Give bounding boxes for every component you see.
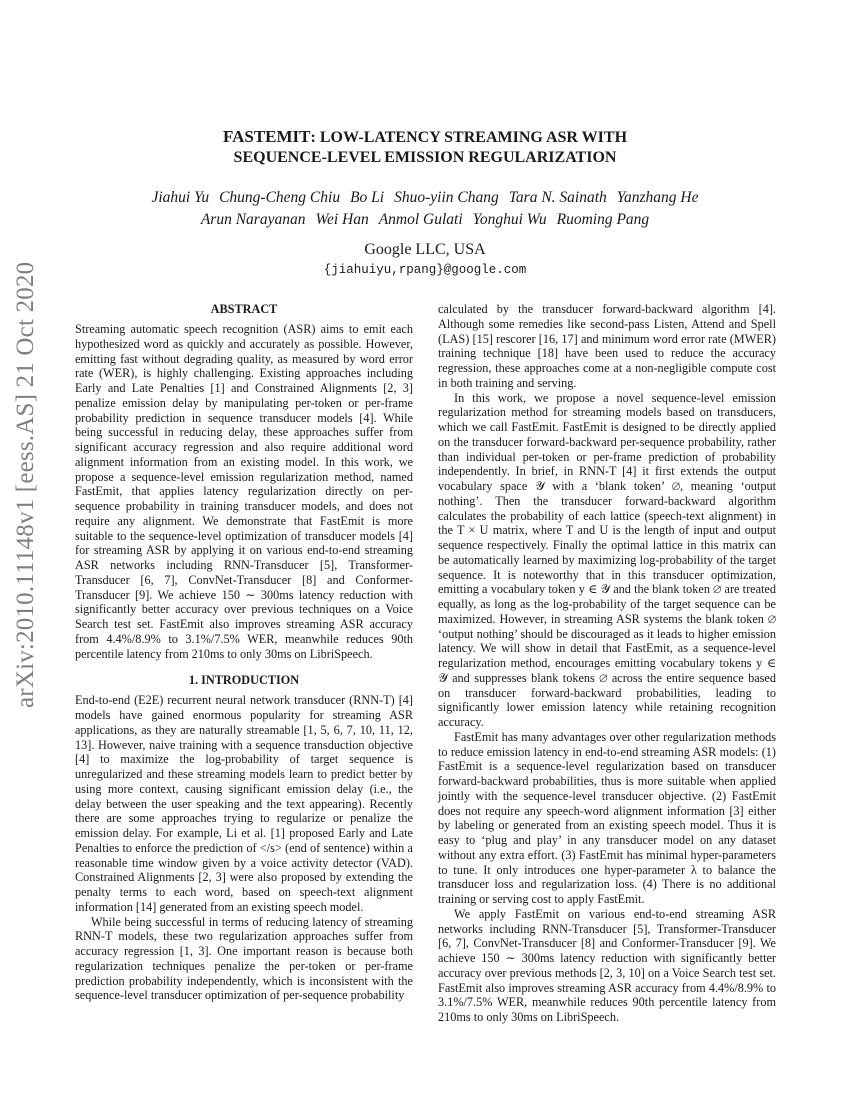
author: Yonghui Wu: [472, 211, 547, 228]
author: Bo Li: [350, 189, 385, 206]
author-list: [60, 187, 790, 231]
intro-paragraph: We apply FastEmit on various end-to-end streaming ASR networks including RNN-Transducer [5], Transformer-Transducer [6, 7], ConvNet-Transducer [8] and Conformer-Transducer [9]. We achieve 150 ∼ 300ms latency reduction with significantly better accuracy over previous methods [2, 3, 10] on a Voice Search test set. FastEmit also improves streaming ASR accuracy from 4.4%/8.9% to 3.1%/7.5% WER, meanwhile reduces 90th percentile latency from 210ms to only 30ms on LibriSpeech.: [438, 906, 776, 1024]
left-column: [75, 302, 413, 1003]
intro-paragraph: In this work, we propose a novel sequence-level emission regularization method for streaming models based on transducers, which we call FastEmit. FastEmit is designed to be directly applied on the transducer forward-backward per-sequence probability, rather than individual per-token or per-frame prediction of probability independently. In brief, in RNN-T [4] it first extends the output vocabulary space 𝒴 with a ‘blank token’ ∅, meaning ‘output nothing’. Then the transducer forward-backward algorithm calculates the probability of each lattice (speech-text alignment) in the T × U matrix, where T and U is the length of input and output sequence respectively. Finally the optimal lattice in this matrix can be automatically learned by maximizing log-probability of the target sequence. It is noteworthy that in this transducer optimization, emitting a vocabulary token y ∈ 𝒴 and the blank token ∅ are treated equally, as long as the log-probability of the target sequence can be maximized. However, in streaming ASR systems the blank token ∅ ‘output nothing’ should be discouraged as it leads to higher emission latency. We will show in detail that FastEmit, as a sequence-level regularization method, encourages emitting vocabulary tokens y ∈ 𝒴 and suppresses blank tokens ∅ across the entire sequence based on transducer forward-backward probabilities, leading to significantly lower emission latency while retaining recognition accuracy.: [438, 390, 776, 729]
author: Yanzhang He: [616, 189, 699, 206]
author: Shuo-yiin Chang: [394, 189, 499, 206]
intro-paragraph-continued: calculated by the transducer forward-backward algorithm [4]. Although some remedies like second-pass Listen, Attend and Spell (LAS) [15] rescorer [16, 17] and minimum word error rate (MWER) training technique [18] have been used to reduce the accuracy regression, these approaches come at a non-negligible compute cost in both training and serving.: [438, 302, 776, 390]
right-column: [438, 302, 776, 1025]
intro-paragraph: FastEmit has many advantages over other regularization methods to reduce emission latency in end-to-end streaming ASR models: (1) FastEmit is a sequence-level regularization based on transducer forward-backward probabilities, thus is more suitable when applied jointly with the sequence-level transducer objective. (2) FastEmit does not require any speech-word alignment information [3] either by labeling or generated from an existing speech model. Thus it is easy to ‘plug and play’ in any transducer model on any dataset without any extra effort. (3) FastEmit has minimal hyper-parameters to tune. It only introduces one hyper-parameter λ to balance the transducer loss and regularization loss. (4) There is no additional training or serving cost to apply FastEmit.: [438, 729, 776, 906]
author: Arun Narayanan: [200, 211, 306, 228]
intro-paragraph: While being successful in terms of reducing latency of streaming RNN-T models, these two regularization approaches suffer from accuracy regression [1, 3]. One important reason is because both regularization techniques penalize the per-token or per-frame prediction probability independently, which is inconsistent with the sequence-level transducer optimization of per-sequence probability: [75, 914, 413, 1003]
intro-paragraph: End-to-end (E2E) recurrent neural network transducer (RNN-T) [4] models have gained enormous popularity for streaming ASR applications, as they are naturally streamable [1, 5, 6, 7, 10, 11, 12, 13]. However, naive training with a sequence transduction objective [4] to maximize the log-probability of target sequence is unregularized and these streaming models learn to predict better by using more context, causing significant emission delay (i.e., the delay between the user speaking and the text appearing). Recently there are some approaches trying to regularize or penalize the emission delay. For example, Li et al. [1] proposed Early and Late Penalties to enforce the prediction of </s> (end of sentence) within a reasonable time window given by a voice activity detector (VAD). Constrained Alignments [2, 3] were also proposed by extending the penalty terms to each word, based on speech-text alignment information [14] generated from an existing speech model.: [75, 693, 413, 914]
abstract-heading: ABSTRACT: [210, 302, 278, 316]
affiliation: Google LLC, USA: [364, 241, 486, 258]
title-line2: SEQUENCE-LEVEL EMISSION REGULARIZATION: [233, 149, 617, 166]
author: Chung-Cheng Chiu: [219, 189, 341, 206]
arxiv-identifier-stamp: arXiv:2010.11148v1 [eess.AS] 21 Oct 2020: [12, 261, 39, 709]
abstract-text: Streaming automatic speech recognition (ASR) aims to emit each hypothesized word as quickly and accurately as possible. However, emitting fast without degrading quality, as measured by word error rate (WER), is highly challenging. Existing approaches including Early and Late Penalties [1] and Constrained Alignments [2, 3] penalize emission delay by manipulating per-token or per-frame probability prediction in sequence transducer models [4]. While being successful in reducing delay, these approaches suffer from significant accuracy regression and also require additional word alignment information from an existing model. In this work, we propose a sequence-level emission regularization method, named FastEmit, that applies latency regularization directly on per-sequence probability in training transducer models, and does not require any alignment. We demonstrate that FastEmit is more suitable to the sequence-level optimization of transducer models [4] for streaming ASR by applying it on various end-to-end streaming ASR networks including RNN-Transducer [5], Transformer-Transducer [6, 7], ConvNet-Transducer [8] and Conformer-Transducer [9]. We achieve 150 ∼ 300ms latency reduction with significantly better accuracy over previous techniques on a Voice Search test set. FastEmit also improves streaming ASR accuracy from 4.4%/8.9% to 3.1%/7.5% WER, meanwhile reduces 90th percentile latency from 210ms to only 30ms on LibriSpeech.: [75, 322, 413, 661]
introduction-heading: 1. INTRODUCTION: [188, 673, 300, 688]
contact-email: {jiahuiyu,rpang}@google.com: [323, 263, 527, 277]
author: Ruoming Pang: [556, 211, 650, 228]
author: Anmol Gulati: [378, 211, 463, 228]
title-fastemit: FASTEMIT: [222, 127, 311, 146]
paper-title: [60, 127, 790, 168]
author-row-2: [60, 209, 790, 231]
author: Tara N. Sainath: [508, 189, 607, 206]
author-row-1: [60, 187, 790, 209]
title-line1-rest: : LOW-LATENCY STREAMING ASR WITH: [310, 129, 628, 146]
author: Jiahui Yu: [151, 189, 210, 206]
author: Wei Han: [315, 211, 369, 228]
